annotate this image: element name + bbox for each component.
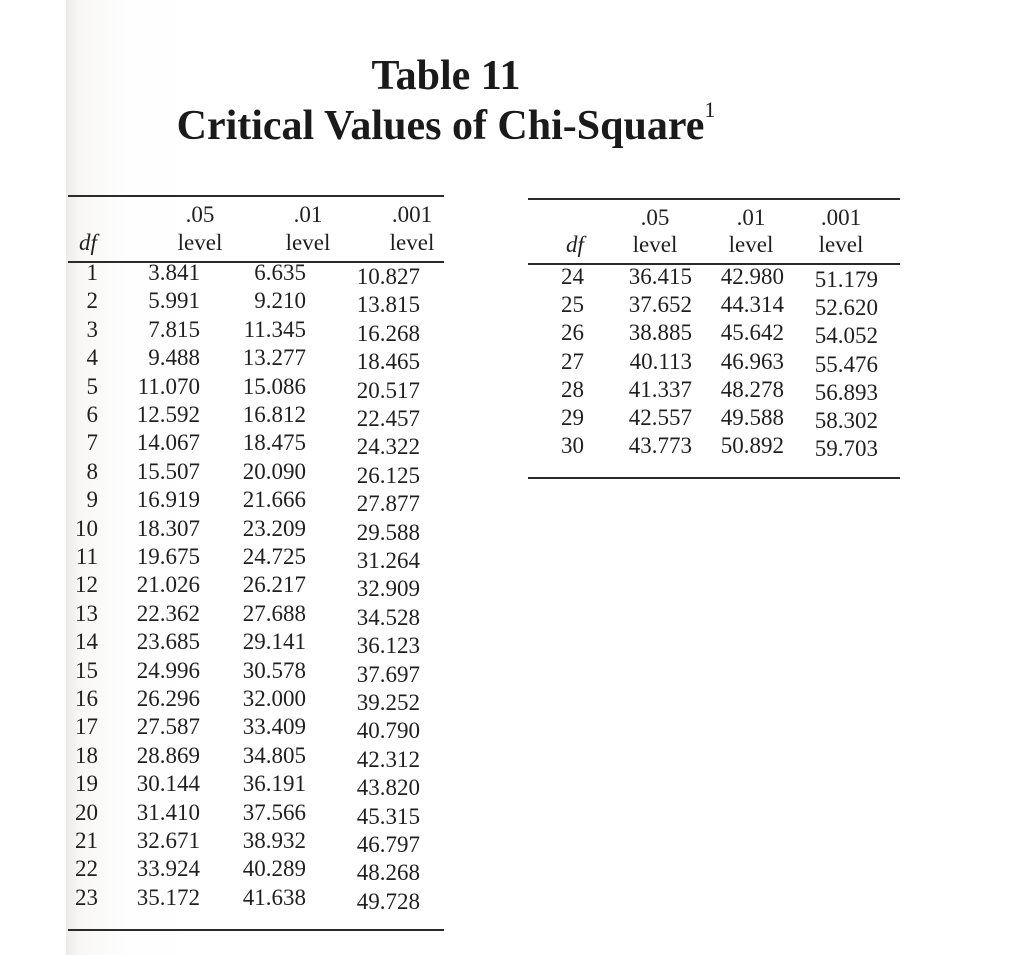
table-row	[528, 320, 904, 348]
cell-df: 15	[75, 657, 98, 683]
cell-p01: 27.688	[242, 600, 306, 626]
cell-p05: 38.885	[628, 320, 692, 346]
cell-p01: 6.635	[254, 260, 306, 285]
header-row-top	[68, 202, 444, 232]
cell-p01: 42.980	[720, 264, 784, 289]
cell-df: 4	[86, 345, 98, 371]
table-row	[528, 264, 904, 292]
table-row	[68, 658, 444, 686]
table-row	[68, 260, 444, 288]
cell-df: 28	[561, 376, 584, 402]
cell-df: 8	[86, 458, 98, 484]
table-row	[68, 288, 444, 316]
table-subtitle	[0, 97, 958, 150]
cell-p01: 44.314	[720, 292, 784, 318]
bottom-rule	[528, 477, 900, 479]
cell-df: 21	[75, 828, 98, 853]
table-row	[68, 771, 444, 799]
header-row-top	[528, 205, 900, 235]
cell-p001: 27.877	[356, 491, 420, 517]
cell-p001: 18.465	[356, 349, 420, 375]
cell-p05: 30.144	[136, 771, 200, 797]
cell-p05: 28.869	[136, 742, 200, 768]
cell-p01: 30.578	[242, 657, 306, 683]
header-p001-level: level	[389, 230, 435, 255]
cell-df: 9	[86, 487, 98, 513]
table-row	[68, 487, 444, 515]
cell-p01: 11.345	[243, 316, 306, 342]
cell-df: 7	[86, 430, 98, 456]
cell-p001: 54.052	[814, 323, 878, 349]
cell-p001: 13.815	[356, 292, 420, 318]
cell-df: 16	[75, 686, 98, 711]
cell-p05: 19.675	[136, 544, 200, 569]
cell-p05: 37.652	[628, 292, 692, 318]
cell-p01: 49.588	[720, 405, 784, 430]
header-p05: .05	[185, 202, 215, 227]
cell-p05: 31.410	[136, 799, 200, 825]
cell-p05: 33.924	[136, 856, 200, 882]
table-row	[528, 405, 904, 433]
cell-p01: 41.638	[242, 884, 306, 910]
bottom-rule	[68, 929, 444, 931]
cell-df: 25	[561, 292, 584, 318]
header-p001: .001	[391, 202, 433, 227]
cell-p01: 23.209	[242, 515, 306, 541]
cell-p001: 43.820	[356, 775, 420, 801]
cell-p01: 45.642	[720, 320, 784, 346]
cell-p001: 39.252	[356, 690, 420, 715]
cell-df: 10	[75, 515, 98, 541]
header-df: df	[566, 232, 584, 257]
cell-df: 6	[86, 402, 98, 427]
header-p01-level: level	[285, 230, 331, 255]
cell-p05: 43.773	[628, 433, 692, 459]
table-row	[528, 377, 904, 405]
cell-p001: 48.268	[356, 860, 420, 886]
cell-df: 29	[561, 405, 584, 430]
cell-p001: 49.728	[356, 888, 420, 914]
cell-p01: 50.892	[720, 433, 784, 459]
cell-df: 5	[86, 373, 98, 399]
cell-p001: 46.797	[356, 832, 420, 857]
table-row	[68, 686, 444, 714]
cell-p05: 41.337	[628, 376, 692, 402]
cell-df: 23	[75, 884, 98, 910]
cell-p001: 26.125	[356, 462, 420, 488]
cell-p05: 26.296	[136, 686, 200, 711]
cell-p01: 36.191	[242, 771, 306, 797]
table-row	[68, 572, 444, 600]
cell-p05: 14.067	[136, 430, 200, 456]
cell-df: 20	[75, 799, 98, 825]
cell-p001: 20.517	[356, 377, 420, 403]
table-row	[68, 345, 444, 373]
cell-p05: 15.507	[136, 458, 200, 484]
cell-df: 17	[75, 714, 98, 740]
cell-p001: 55.476	[814, 351, 878, 377]
table-row	[68, 743, 444, 771]
cell-p001: 42.312	[356, 746, 420, 772]
top-rule	[68, 195, 444, 197]
cell-p05: 11.070	[137, 373, 200, 399]
table-row	[68, 601, 444, 629]
cell-p001: 51.179	[814, 267, 878, 292]
cell-p05: 16.919	[136, 487, 200, 513]
cell-p001: 45.315	[356, 803, 420, 829]
cell-df: 3	[86, 316, 98, 342]
cell-df: 26	[561, 320, 584, 346]
table-row	[68, 459, 444, 487]
cell-p01: 15.086	[242, 373, 306, 399]
cell-p01: 48.278	[720, 376, 784, 402]
cell-p01: 40.289	[242, 856, 306, 882]
cell-df: 18	[75, 742, 98, 768]
header-p001: .001	[820, 205, 862, 230]
cell-df: 30	[561, 433, 584, 459]
cell-p05: 40.113	[629, 348, 692, 374]
header-p01-level: level	[728, 232, 774, 257]
header-p05: .05	[640, 205, 670, 230]
cell-p001: 32.909	[356, 576, 420, 602]
cell-p01: 46.963	[720, 348, 784, 374]
cell-p001: 40.790	[356, 718, 420, 744]
table-row	[68, 544, 444, 572]
cell-df: 14	[75, 629, 98, 655]
header-p05-level: level	[632, 232, 678, 257]
header-row-bottom	[528, 232, 900, 262]
cell-p01: 24.725	[242, 544, 306, 569]
table-row	[68, 828, 444, 856]
header-row-bottom	[68, 230, 444, 260]
header-p001-level: level	[818, 232, 864, 257]
cell-p01: 38.932	[242, 828, 306, 853]
table-row	[68, 374, 444, 402]
cell-p05: 23.685	[136, 629, 200, 655]
cell-p05: 22.362	[136, 600, 200, 626]
table-row	[68, 714, 444, 742]
cell-df: 1	[86, 260, 98, 285]
cell-p001: 36.123	[356, 633, 420, 659]
cell-p01: 18.475	[242, 430, 306, 456]
top-rule	[528, 198, 900, 200]
cell-p001: 31.264	[356, 548, 420, 573]
cell-p01: 9.210	[254, 288, 306, 314]
cell-df: 27	[561, 348, 584, 374]
cell-p05: 21.026	[136, 572, 200, 598]
cell-p05: 36.415	[628, 264, 692, 289]
cell-p05: 12.592	[136, 402, 200, 427]
cell-p001: 52.620	[814, 295, 878, 321]
table-row	[68, 856, 444, 884]
cell-p01: 32.000	[242, 686, 306, 711]
cell-p001: 10.827	[356, 264, 420, 289]
cell-df: 11	[75, 544, 98, 569]
cell-p01: 29.141	[242, 629, 306, 655]
table-title: Table 11	[371, 53, 521, 99]
cell-p001: 37.697	[356, 661, 420, 687]
cell-p01: 33.409	[242, 714, 306, 740]
cell-p01: 13.277	[242, 345, 306, 371]
cell-df: 13	[75, 600, 98, 626]
cell-p05: 32.671	[136, 828, 200, 853]
cell-p01: 37.566	[242, 799, 306, 825]
cell-p05: 3.841	[148, 260, 200, 285]
cell-df: 22	[75, 856, 98, 882]
cell-p01: 20.090	[242, 458, 306, 484]
header-df: df	[79, 230, 97, 255]
table-row	[68, 317, 444, 345]
table-row	[68, 430, 444, 458]
table-subtitle-text: Critical Values of Chi-Square	[176, 103, 705, 149]
cell-p001: 16.268	[356, 320, 420, 346]
cell-df: 2	[86, 288, 98, 314]
cell-p05: 42.557	[628, 405, 692, 430]
cell-p001: 58.302	[814, 408, 878, 433]
cell-p001: 34.528	[356, 604, 420, 630]
chi-square-table-left	[68, 195, 448, 940]
table-row	[68, 800, 444, 828]
cell-p001: 29.588	[356, 519, 420, 545]
cell-p01: 26.217	[242, 572, 306, 598]
header-p05-level: level	[177, 230, 223, 255]
cell-p01: 34.805	[242, 742, 306, 768]
table-row	[528, 292, 904, 320]
chi-square-table-right	[528, 198, 902, 488]
cell-p01: 16.812	[242, 402, 306, 427]
header-p01: .01	[736, 205, 766, 230]
cell-p05: 7.815	[148, 316, 200, 342]
cell-df: 24	[561, 264, 584, 289]
table-row	[528, 433, 904, 461]
table-row	[528, 349, 904, 377]
cell-p001: 24.322	[356, 434, 420, 460]
cell-p001: 22.457	[356, 406, 420, 431]
cell-df: 12	[75, 572, 98, 598]
cell-p001: 56.893	[814, 379, 878, 405]
cell-p05: 27.587	[136, 714, 200, 740]
table-row	[68, 402, 444, 430]
table-row	[68, 885, 444, 913]
cell-p05: 24.996	[136, 657, 200, 683]
footnote-marker: 1	[704, 97, 716, 122]
cell-df: 19	[75, 771, 98, 797]
cell-p01: 21.666	[242, 487, 306, 513]
table-row	[68, 629, 444, 657]
cell-p05: 35.172	[136, 884, 200, 910]
cell-p05: 9.488	[148, 345, 200, 371]
cell-p001: 59.703	[814, 436, 878, 462]
cell-p05: 5.991	[148, 288, 200, 314]
cell-p05: 18.307	[136, 515, 200, 541]
header-p01: .01	[293, 202, 323, 227]
table-row	[68, 516, 444, 544]
